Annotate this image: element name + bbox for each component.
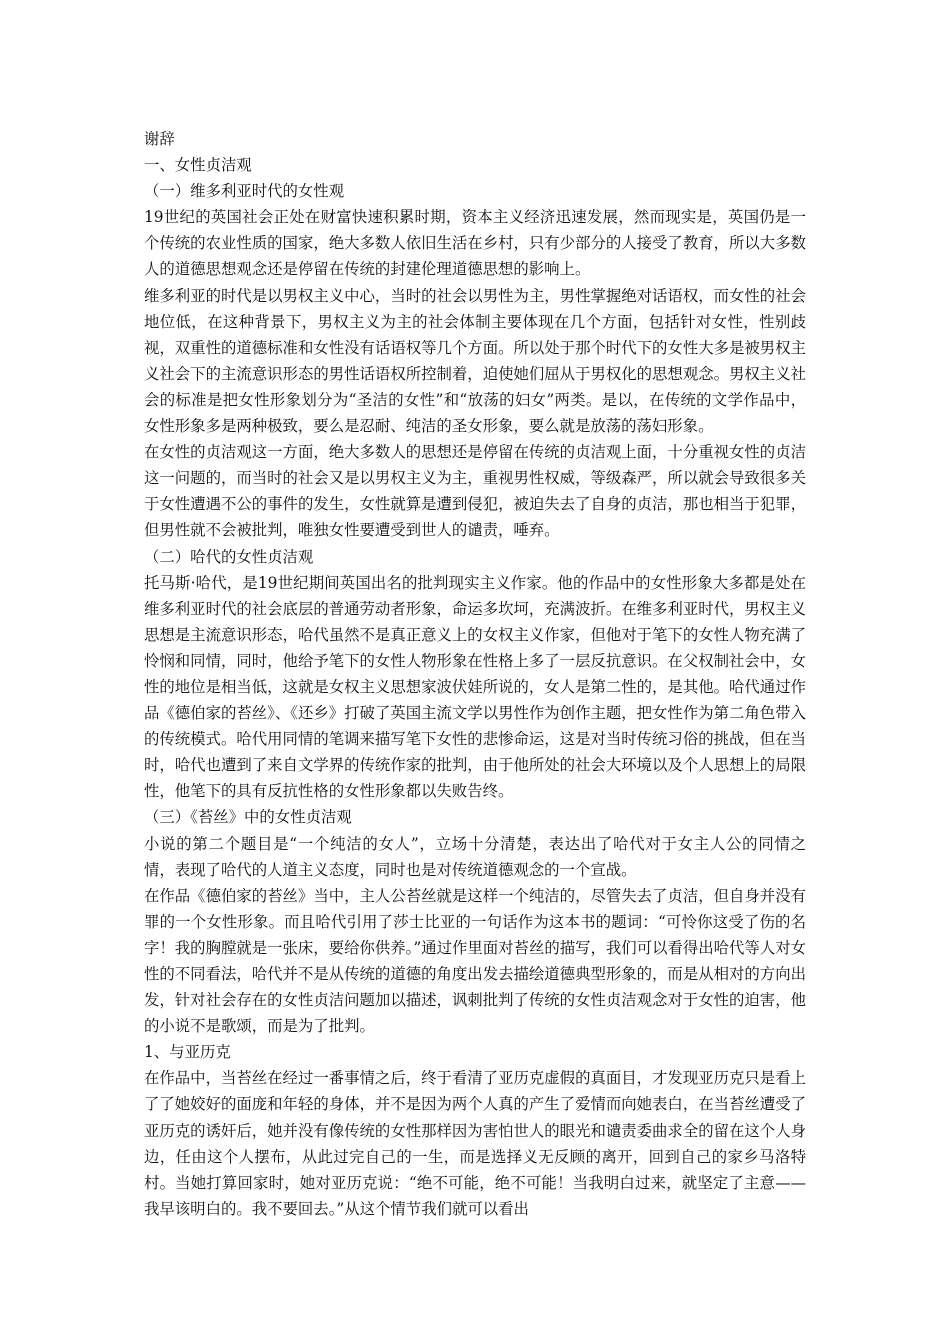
paragraph: 小说的第二个题目是“一个纯洁的女人”，立场十分清楚，表达出了哈代对于女主人公的同情之情，表现了哈代的人道主义态度，同时也是对传统道德观念的一个宣战。: [144, 834, 806, 879]
subsection-1-heading: （一）维多利亚时代的女性观: [144, 182, 345, 201]
paragraph: 19世纪的英国社会正处在财富快速积累时期，资本主义经济迅速发展，然而现实是，英国仍是一个传统的农业性质的国家，绝大多数人依旧生活在乡村，只有少部分的人接受了教育，所以大多数人的道德思想观念还是停留在传统的封建伦理道德思想的影响上。: [144, 208, 806, 279]
document-page: [144, 126, 806, 1222]
paragraph: 托马斯·哈代，是19世纪期间英国出名的批判现实主义作家。他的作品中的女性形象大多都是处在维多利亚时代的社会底层的普通劳动者形象，命运多坎坷，充满波折。在维多利亚时代，男权主义思想是主流意识形态，哈代虽然不是真正意义上的女权主义作家，但他对于笔下的女性人物充满了怜悯和同情，同时，他给予笔下的女性人物形象在性格上多了一层反抗意识。在父权制社会中，女性的地位是相当低，这就是女权主义思想家波伏娃所说的，女人是第二性的，是其他。哈代通过作品《德伯家的苔丝》、《还乡》打破了英国主流文学以男性作为创作主题，把女性作为第二角色带入的传统模式。哈代用同情的笔调来描写笔下女性的悲惨命运，这是对当时传统习俗的挑战，但在当时，哈代也遭到了来自文学界的传统作家的批判，由于他所处的社会大环境以及个人思想上的局限性，他笔下的具有反抗性格的女性形象都以失败告终。: [144, 573, 806, 801]
paragraph: 在作品《德伯家的苔丝》当中，主人公苔丝就是这样一个纯洁的，尽管失去了贞洁，但自身并没有罪的一个女性形象。而且哈代引用了莎士比亚的一句话作为这本书的题词：“可怜你这受了伤的名字！我的胸膛就是一张床，要给你供养。”通过作里面对苔丝的描写，我们可以看得出哈代等人对女性的不同看法，哈代并不是从传统的道德的角度出发去描绘道德典型形象的，而是从相对的方向出发，针对社会存在的女性贞洁问题加以描述，讽刺批判了传统的女性贞洁观念对于女性的迫害，他的小说不是歌颂，而是为了批判。: [144, 886, 806, 1036]
paragraph: 维多利亚的时代是以男权主义中心，当时的社会以男性为主，男性掌握绝对话语权，而女性的社会地位低，在这种背景下，男权主义为主的社会体制主要体现在几个方面，包括针对女性，性别歧视，双重性的道德标准和女性没有话语权等几个方面。所以处于那个时代下的女性大多是被男权主义社会下的主流意识形态的男性话语权所控制着，迫使她们屈从于男权化的思想观念。男权主义社会的标准是把女性形象划分为“圣洁的女性”和“放荡的妇女”两类。是以，在传统的文学作品中，女性形象多是两种极致，要么是忍耐、纯洁的圣女形象，要么就是放荡的荡妇形象。: [144, 286, 806, 436]
section-1-heading: 一、女性贞洁观: [144, 156, 252, 175]
paragraph: 在作品中，当苔丝在经过一番事情之后，终于看清了亚历克虚假的真面目，才发现亚历克只是看上了了她姣好的面庞和年轻的身体，并不是因为两个人真的产生了爱情而向她表白，在当苔丝遭受了亚历克的诱奸后，她并没有像传统的女性那样因为害怕世人的眼光和谴责委曲求全的留在这个人身边，任由这个人摆布，从此过完自己的一生，而是选择义无反顾的离开，回到自己的家乡马洛特村。当她打算回家时，她对亚历克说：“绝不可能，绝不可能！当我明白过来，就坚定了主意——我早该明白的。我不要回去。”从这个情节我们就可以看出: [144, 1069, 806, 1218]
acknowledgements-heading: 谢辞: [144, 130, 175, 148]
subsection-3-heading: （三）《苔丝》中的女性贞洁观: [144, 808, 352, 827]
subsection-2-heading: （二）哈代的女性贞洁观: [144, 547, 314, 566]
subsubsection-1-heading: 1、与亚历克: [144, 1043, 231, 1062]
paragraph: 在女性的贞洁观这一方面，绝大多数人的思想还是停留在传统的贞洁观上面，十分重视女性的贞洁这一问题的，而当时的社会又是以男权主义为主，重视男性权威，等级森严，所以就会导致很多关于女性遭遇不公的事件的发生，女性就算是遭到侵犯，被迫失去了自身的贞洁，那也相当于犯罪，但男性就不会被批判，唯独女性要遭受到世人的谴责，唾弃。: [144, 443, 806, 540]
